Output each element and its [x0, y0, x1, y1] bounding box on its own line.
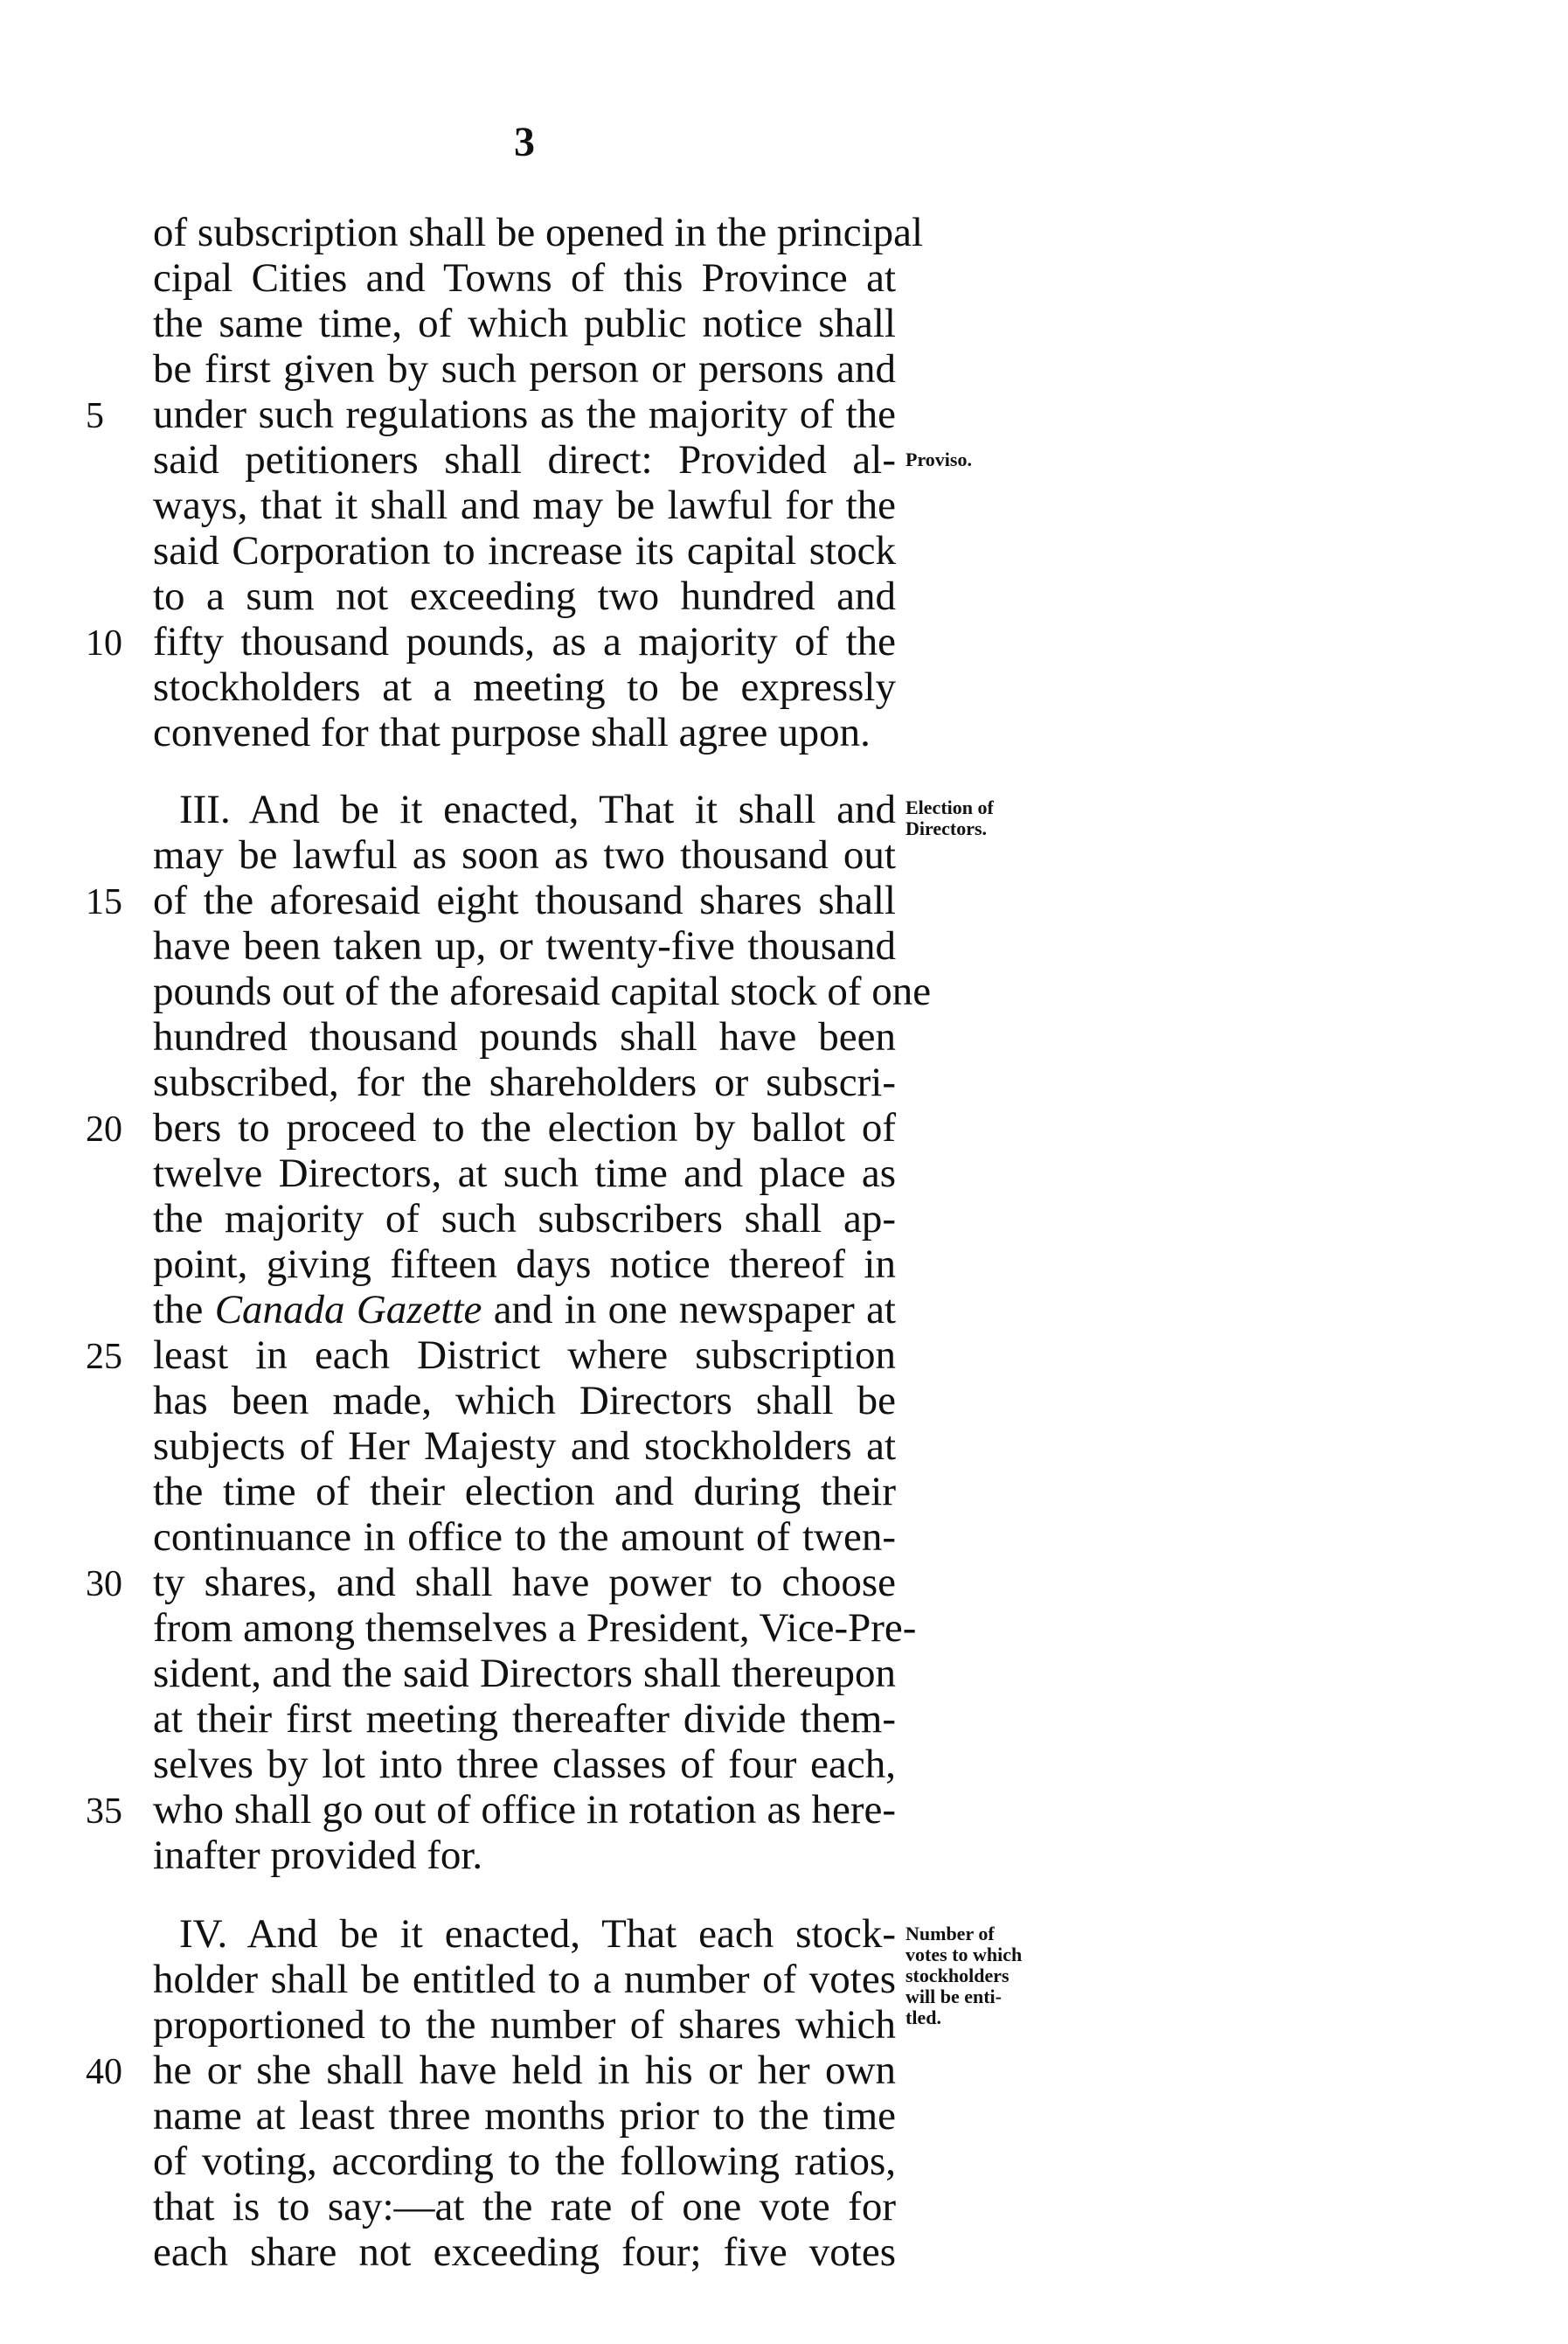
- text-line: said Corporation to increase its capital stock: [153, 528, 896, 574]
- margin-note-votes: tled.: [905, 2007, 941, 2028]
- text-line: cipal Cities and Towns of this Province at: [153, 255, 896, 301]
- text-line: convened for that purpose shall agree upon.: [153, 710, 871, 755]
- line-number: 35: [86, 1791, 122, 1832]
- text-line: the same time, of which public notice shall: [153, 301, 896, 346]
- text-line: selves by lot into three classes of four each,: [153, 1742, 896, 1787]
- text-line: subjects of Her Majesty and stockholders at: [153, 1423, 896, 1469]
- text-line: pounds out of the aforesaid capital stock of one: [153, 969, 932, 1014]
- margin-note-election: Directors.: [905, 817, 988, 839]
- text-line: to a sum not exceeding two hundred and: [153, 574, 896, 619]
- text-line: sident, and the said Directors shall thereupon: [153, 1651, 896, 1696]
- text-fragment: and: [493, 1287, 553, 1332]
- text-line: continuance in office to the amount of twen-: [153, 1514, 896, 1560]
- text-line: inafter provided for.: [153, 1833, 483, 1878]
- text-line: he or she shall have held in his or her own: [153, 2048, 896, 2093]
- margin-note-proviso: Proviso.: [905, 449, 972, 470]
- page-number: 3: [514, 119, 535, 165]
- line-number: 25: [86, 1337, 122, 1377]
- line-number: 40: [86, 2052, 122, 2092]
- text-line: who shall go out of office in rotation as here-: [153, 1787, 896, 1833]
- text-line: of the aforesaid eight thousand shares shall: [153, 878, 896, 923]
- text-fragment: the: [153, 1287, 204, 1332]
- text-line: proportioned to the number of shares which: [153, 2002, 896, 2048]
- line-number: 10: [86, 623, 122, 664]
- text-line: ways, that it shall and may be lawful for the: [153, 483, 896, 528]
- text-line: may be lawful as soon as two thousand out: [153, 832, 896, 878]
- text-line: point, giving fifteen days notice thereof in: [153, 1242, 896, 1287]
- text-line: hundred thousand pounds shall have been: [153, 1014, 896, 1060]
- text-line: said petitioners shall direct: Provided al-: [153, 437, 896, 483]
- text-line: from among themselves a President, Vice-Pre-: [153, 1605, 917, 1651]
- text-line: ty shares, and shall have power to choose: [153, 1560, 896, 1605]
- text-line: IV. And be it enacted, That each stock-: [179, 1911, 896, 1957]
- text-line-gazette: [153, 1287, 896, 1332]
- text-line: fifty thousand pounds, as a majority of the: [153, 619, 896, 664]
- text-line: each share not exceeding four; five votes: [153, 2229, 896, 2275]
- margin-note-election: Election of: [905, 796, 994, 818]
- line-number: 15: [86, 882, 122, 922]
- text-line: stockholders at a meeting to be expressly: [153, 664, 896, 710]
- margin-note-votes: votes to which: [905, 1944, 1023, 1965]
- text-line: least in each District where subscription: [153, 1332, 896, 1378]
- margin-note-votes: stockholders: [905, 1965, 1009, 1986]
- text-line: the time of their election and during their: [153, 1469, 896, 1514]
- line-number: 30: [86, 1564, 122, 1604]
- text-line: subscribed, for the shareholders or subscri-: [153, 1060, 896, 1105]
- text-line: under such regulations as the majority of the: [153, 392, 896, 437]
- line-number: 5: [86, 396, 104, 436]
- text-line: of subscription shall be opened in the principal: [153, 210, 924, 255]
- text-fragment: in one newspaper at: [564, 1287, 896, 1332]
- text-line: III. And be it enacted, That it shall and: [179, 787, 896, 832]
- margin-note-votes: will be enti-: [905, 1986, 1002, 2007]
- text-line: name at least three months prior to the time: [153, 2093, 896, 2139]
- text-line: have been taken up, or twenty-five thousand: [153, 923, 896, 969]
- text-line: of voting, according to the following ratios,: [153, 2139, 896, 2184]
- text-line: at their first meeting thereafter divide them-: [153, 1696, 896, 1742]
- text-line: the majority of such subscribers shall ap-: [153, 1196, 896, 1242]
- text-line: holder shall be entitled to a number of votes: [153, 1957, 896, 2002]
- text-line: twelve Directors, at such time and place as: [153, 1151, 896, 1196]
- line-number: 20: [86, 1109, 122, 1150]
- text-line: has been made, which Directors shall be: [153, 1378, 896, 1423]
- margin-note-votes: Number of: [905, 1923, 995, 1944]
- text-line: bers to proceed to the election by ballot of: [153, 1105, 896, 1151]
- text-line: be first given by such person or persons and: [153, 346, 896, 392]
- text-line: that is to say:—at the rate of one vote for: [153, 2184, 896, 2229]
- italic-publication-name: Canada Gazette: [214, 1287, 482, 1332]
